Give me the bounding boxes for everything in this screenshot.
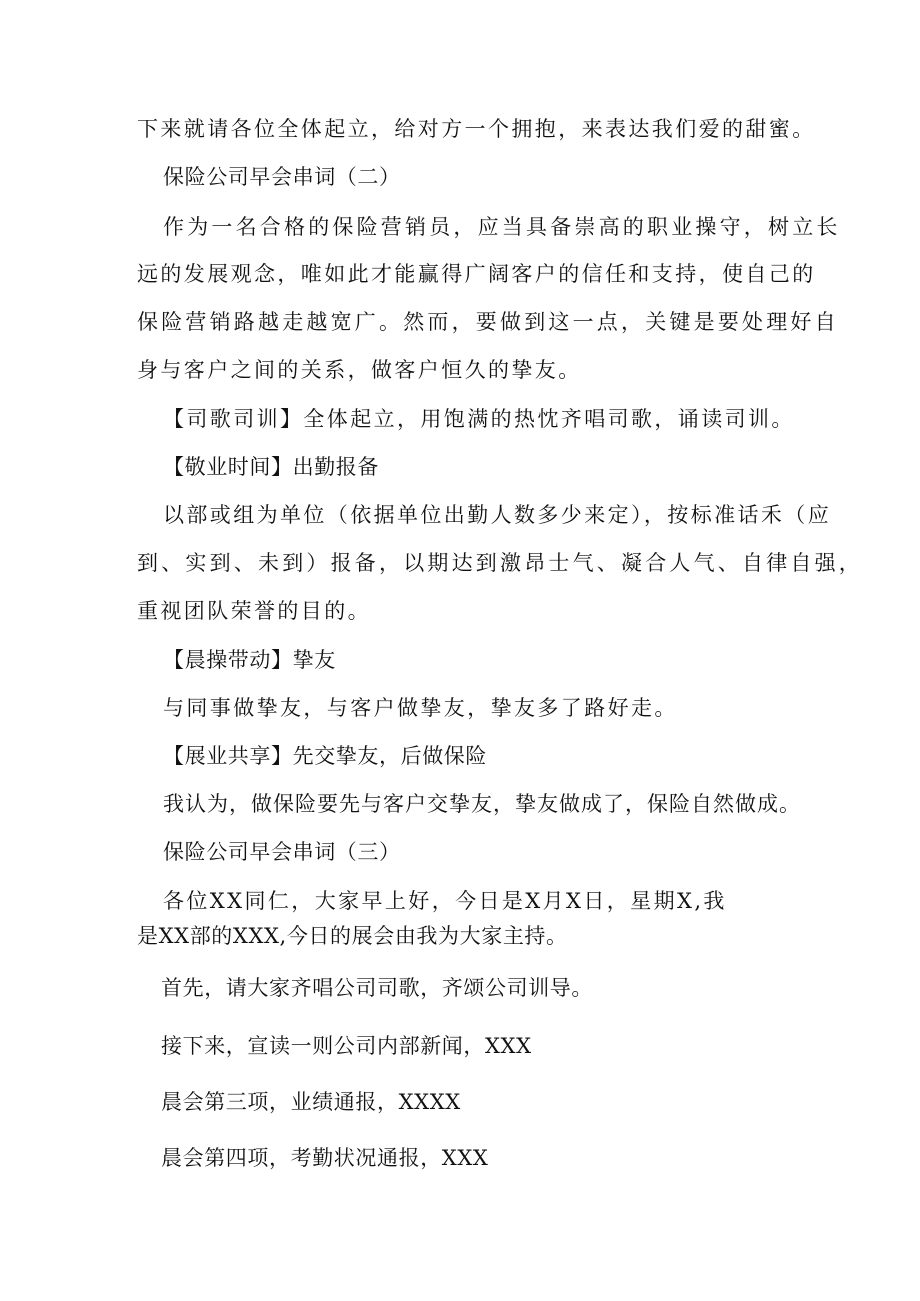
- paragraph-line: 晨会第四项，考勤状况通报，XXX: [161, 1146, 489, 1170]
- paragraph-line: 以部或组为单位（依据单位出勤人数多少来定），按标准话禾（应: [163, 503, 832, 527]
- paragraph-line: 与同事做挚友，与客户做挚友，挚友多了路好走。: [163, 696, 678, 720]
- paragraph-line: 【敬业时间】出勤报备: [163, 455, 379, 479]
- paragraph-line: 下来就请各位全体起立，给对方一个拥抱，来表达我们爱的甜蜜。: [137, 117, 816, 141]
- paragraph-line: 各位XX同仁，大家早上好，今日是X月X日，星期X,我: [163, 889, 727, 913]
- paragraph-line: 【晨操带动】挚友: [163, 648, 336, 672]
- paragraph-line: 作为一名合格的保险营销员，应当具备崇高的职业操守，树立长: [163, 215, 841, 239]
- section-heading: 保险公司早会串词（二）: [163, 165, 401, 189]
- paragraph-line: 晨会第三项，业绩通报，XXXX: [161, 1090, 461, 1114]
- paragraph-line: 重视团队荣誉的目的。: [137, 599, 371, 623]
- paragraph-line: 身与客户之间的关系，做客户恒久的挚友。: [137, 358, 582, 382]
- paragraph-line: 远的发展观念，唯如此才能赢得广阔客户的信任和支持，使自己的: [137, 262, 816, 286]
- paragraph-line: 接下来，宣读一则公司内部新闻，XXX: [161, 1034, 532, 1058]
- paragraph-line: 我认为，做保险要先与客户交挚友，挚友做成了，保险自然做成。: [163, 792, 801, 816]
- paragraph-line: 【司歌司训】全体起立，用饱满的热忱齐唱司歌，诵读司训。: [163, 407, 795, 431]
- paragraph-line: 【展业共享】先交挚友，后做保险: [163, 744, 487, 768]
- paragraph-line: 是XX部的XXX,今日的展会由我为大家主持。: [137, 924, 568, 948]
- section-heading: 保险公司早会串词（三）: [163, 840, 401, 864]
- paragraph-line: 首先，请大家齐唱公司司歌，齐颂公司训导。: [161, 976, 593, 1000]
- paragraph-line: 保险营销路越走越宽广。然而，要做到这一点，关键是要处理好自: [137, 310, 839, 334]
- paragraph-line: 到、实到、未到）报备，以期达到激昂士气、凝合人气、自律自强，: [137, 551, 863, 575]
